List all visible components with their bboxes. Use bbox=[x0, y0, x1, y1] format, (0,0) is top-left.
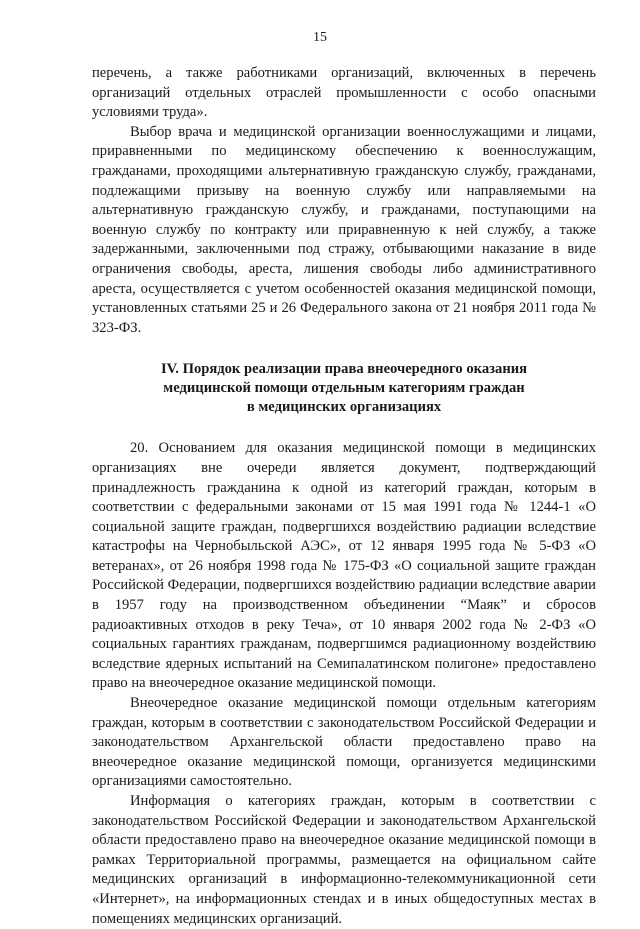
page-number: 15 bbox=[313, 30, 327, 45]
section-heading bbox=[92, 360, 596, 417]
paragraph-doctor-choice: Выбор врача и медицинской организации военнослужащими и лицами, приравненными по медицинскому обеспечению к военнослужащим, гражданами, проходящими альтернативную гражданскую службу, гражданами, подлежащими призыву на военную службу или направляемыми на альтернативную гражданскую службу, и гражданами, поступающими на военную службу по контракту или приравненную к ней службу, а также задержанными, заключенными под стражу, отбывающими наказание в виде ограничения свободы, ареста, лишения свободы либо административного ареста, осуществляется с учетом особенностей оказания медицинской помощи, установленных статьями 25 и 26 Федерального закона от 21 ноября 2011 года № 323-ФЗ. bbox=[92, 123, 596, 336]
document-body bbox=[92, 64, 596, 929]
section-heading-line-1: IV. Порядок реализации права внеочередного оказания bbox=[160, 361, 528, 378]
paragraph-item-20: 20. Основанием для оказания медицинской помощи в медицинских организациях вне очереди является документ, подтверждающий принадлежность гражданина к одной из категорий граждан, которым в соответствии с федеральными законами от 15 мая 1991 года № 1244-1 «О социальной защите граждан, подвергшихся воздействию радиации вследствие катастрофы на Чернобыльской АЭС», от 12 января 1995 года № 5-ФЗ «О ветеранах», от 26 ноября 1998 года № 175-ФЗ «О социальной защите граждан Российской Федерации, подвергшихся воздействию радиации вследствие аварии в 1957 году на производственном объединении “Маяк” и сбросов радиоактивных отходов в реку Теча», от 10 января 2002 года № 2-ФЗ «О социальных гарантиях гражданам, подвергшимся радиационному воздействию вследствие ядерных испытаний на Семипалатинском полигоне» предоставлено право на внеочередное оказание медицинской помощи. bbox=[92, 440, 596, 692]
paragraph-information: Информация о категориях граждан, которым в соответствии с законодательством Российской Федерации и законодательством Архангельской области предоставлено право на внеочередное оказание медицинской помощи в рамках Территориальной программы, размещается на официальном сайте медицинских организаций в информационно-телекоммуникационной сети «Интернет», на информационных стендах и в иных общедоступных местах в помещениях медицинских организаций. bbox=[92, 793, 596, 927]
paragraph-continuation: перечень, а также работниками организаций, включенных в перечень организаций отдельных отраслей промышленности с особо опасными условиями труда». bbox=[92, 65, 596, 121]
section-heading-line-2: медицинской помощи отдельным категориям граждан bbox=[163, 380, 525, 397]
paragraph-priority-care: Внеочередное оказание медицинской помощи отдельным категориям граждан, которым в соответствии с законодательством Российской Федерации и законодательством Архангельской области предоставлено право на внеочередное оказание медицинской помощи, организуется медицинскими организациями самостоятельно. bbox=[92, 695, 596, 790]
section-heading-line-3: в медицинских организациях bbox=[246, 399, 442, 416]
